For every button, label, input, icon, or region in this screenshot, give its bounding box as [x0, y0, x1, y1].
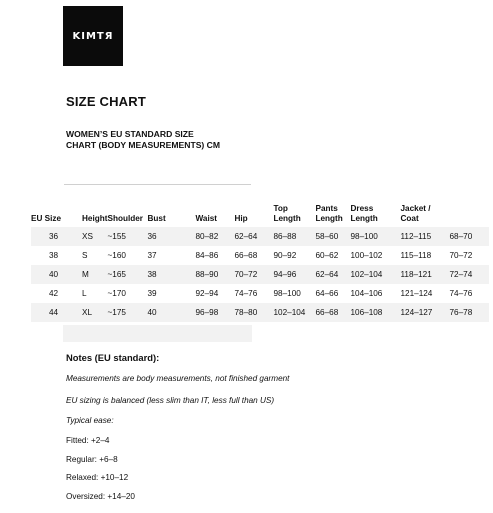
cell-pants-length: 106–108 [350, 303, 400, 322]
header-jacket-coat: Jacket / Coat [400, 204, 431, 223]
brand-logo [63, 6, 123, 66]
cell-hip: 98–100 [273, 289, 301, 298]
size-table [14, 199, 489, 322]
cell-eu-size: 38 [49, 251, 59, 260]
cell-shoulder: 40 [147, 303, 195, 322]
cell-top-length: 66–68 [315, 303, 350, 322]
header-dress-length: Dress Length [350, 204, 378, 223]
cell-bust: 92–94 [195, 289, 219, 298]
table-row [14, 284, 489, 303]
note-ease-label: Typical ease: [66, 416, 114, 425]
cell-height: ~170 [107, 289, 126, 298]
page-title: SIZE CHART [66, 94, 146, 109]
divider [64, 184, 251, 185]
note-ease-regular: Regular: +6–8 [66, 455, 118, 464]
cell-jacket-coat: 74–76 [449, 289, 473, 298]
cell-bust: 80–82 [195, 227, 234, 246]
table-row [14, 246, 489, 265]
cell-dress-length: 115–118 [400, 251, 432, 260]
header-shoulder: Shoulder [107, 214, 143, 223]
header-height: Height [82, 214, 108, 223]
header-pants-length: Pants Length [315, 204, 343, 223]
cell-hip: 90–92 [273, 251, 297, 260]
cell-letter-size: M [82, 265, 107, 284]
cell-top-length: 64–66 [315, 289, 339, 298]
cell-waist: 74–76 [234, 289, 258, 298]
cell-letter-size: XS [82, 227, 107, 246]
cell-jacket-coat: 72–74 [449, 265, 489, 284]
cell-pants-length: 104–106 [350, 289, 383, 298]
cell-hip: 86–88 [273, 227, 315, 246]
cell-bust: 96–98 [195, 303, 234, 322]
cell-letter-size: S [82, 251, 88, 260]
cell-dress-length: 112–115 [400, 227, 449, 246]
cell-jacket-coat: 70–72 [449, 251, 473, 260]
cell-top-length: 58–60 [315, 227, 350, 246]
notes-title: Notes (EU standard): [66, 352, 160, 363]
cell-height: ~165 [107, 265, 147, 284]
table-row [14, 303, 489, 322]
cell-dress-length: 124–127 [400, 303, 449, 322]
cell-shoulder: 36 [147, 227, 195, 246]
cell-waist: 62–64 [234, 227, 273, 246]
cell-top-length: 62–64 [315, 265, 350, 284]
cell-letter-size: XL [82, 303, 107, 322]
cell-hip: 94–96 [273, 265, 315, 284]
cell-eu-size: 40 [31, 265, 82, 284]
header-bust: Bust [147, 214, 166, 223]
cell-height: ~160 [107, 251, 126, 260]
cell-dress-length: 118–121 [400, 265, 449, 284]
table-footer-band [63, 325, 252, 342]
cell-waist: 70–72 [234, 265, 273, 284]
cell-pants-length: 102–104 [350, 265, 400, 284]
header-waist: Waist [195, 214, 218, 223]
cell-height: ~175 [107, 303, 147, 322]
cell-height: ~155 [107, 227, 147, 246]
cell-spacer [14, 303, 31, 322]
note-ease-fitted: Fitted: +2–4 [66, 436, 110, 445]
brand-logo-text: KIMTЯ [72, 30, 114, 42]
note-ease-oversized: Oversized: +14–20 [66, 492, 135, 501]
cell-pants-length: 98–100 [350, 227, 400, 246]
cell-hip: 102–104 [273, 303, 315, 322]
cell-spacer [14, 227, 31, 246]
cell-eu-size: 42 [49, 289, 59, 298]
cell-shoulder: 38 [147, 265, 195, 284]
cell-jacket-coat: 76–78 [449, 303, 489, 322]
table-row [14, 265, 489, 284]
cell-pants-length: 100–102 [350, 251, 383, 260]
cell-spacer [14, 284, 31, 303]
cell-dress-length: 121–124 [400, 289, 433, 298]
cell-jacket-coat: 68–70 [449, 227, 489, 246]
note-ease-relaxed: Relaxed: +10–12 [66, 473, 129, 482]
note-eu-sizing: EU sizing is balanced (less slim than IT, less full than US) [66, 396, 275, 405]
header-hip: Hip [234, 214, 248, 223]
cell-eu-size: 44 [31, 303, 82, 322]
cell-shoulder: 39 [147, 289, 157, 298]
cell-waist: 66–68 [234, 251, 258, 260]
cell-waist: 78–80 [234, 303, 273, 322]
cell-top-length: 60–62 [315, 251, 339, 260]
header-eu-size: EU Size [31, 214, 62, 223]
cell-shoulder: 37 [147, 251, 157, 260]
cell-spacer [14, 265, 31, 284]
chart-subtitle: WOMEN’S EU STANDARD SIZE CHART (BODY MEASUREMENTS) CM [66, 129, 221, 150]
table-header-row [14, 199, 489, 227]
cell-bust: 88–90 [195, 265, 234, 284]
cell-eu-size: 36 [31, 227, 82, 246]
cell-letter-size: L [82, 289, 87, 298]
cell-bust: 84–86 [195, 251, 219, 260]
cell-spacer [14, 246, 31, 265]
header-top-length: Top Length [273, 204, 301, 223]
note-body-measurements: Measurements are body measurements, not finished garment [66, 374, 290, 383]
table-row [14, 227, 489, 246]
